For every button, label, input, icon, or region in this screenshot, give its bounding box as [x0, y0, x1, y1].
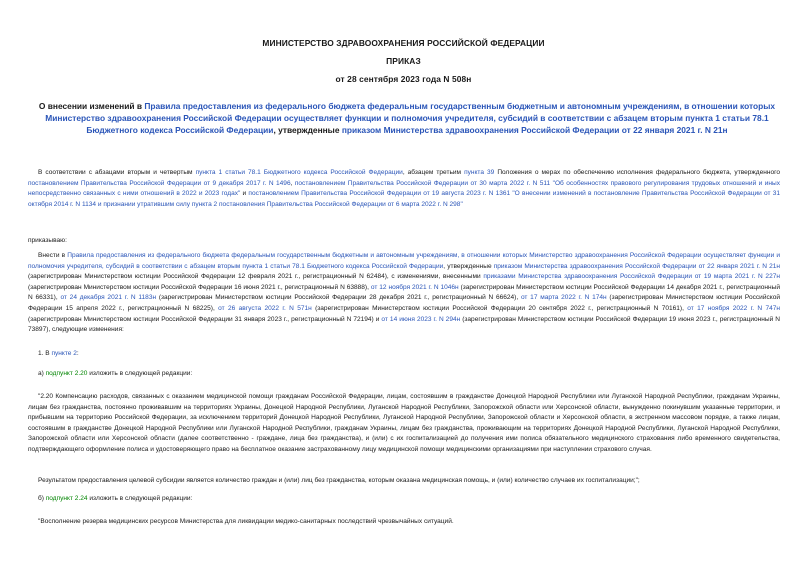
text: изложить в следующей редакции: [87, 495, 193, 502]
order-1183n-link[interactable]: от 24 декабря 2021 г. N 1183н [60, 294, 157, 302]
text: (зарегистрирован Министерством юстиции Российской Федерации 15 апреля 2022 г., регистрационный N 68225), [28, 294, 780, 312]
text: изложить в следующей редакции: [87, 370, 193, 377]
text: и [240, 190, 249, 198]
ministry-heading: МИНИСТЕРСТВО ЗДРАВООХРАНЕНИЯ РОССИЙСКОЙ ФЕДЕРАЦИИ [262, 38, 545, 48]
text: (зарегистрирован Министерством юстиции Российской Федерации 12 февраля 2021 г., регистрационный N 62484), с изменениями, внесенными [28, 273, 484, 281]
preamble-paragraph [28, 168, 780, 210]
text: б) [38, 495, 46, 502]
title-text: О внесении изменений в [38, 101, 145, 111]
order-227n-link[interactable]: приказами Министерства здравоохранения Российской Федерации от 19 марта 2021 г. N 227н [483, 273, 780, 281]
resolution-1496-link[interactable]: постановлением Правительства Российской Федерации от 9 декабря 2017 г. N 1496 [28, 179, 291, 187]
resolution-1361-link[interactable]: постановлением Правительства Российской Федерации от 19 августа 2023 г. N 1361 "О внесении изменений в постановление Правительства Российской Федерации от 31 октября 2014 г. N 1134 и признании утратившим силу пункта 2 постановления Правительства Российской Федерации от 6 марта 2022 г. N 298" [28, 190, 780, 208]
amendment-paragraph [28, 251, 780, 336]
document-title [28, 100, 786, 136]
text: Внести в [38, 252, 68, 259]
text: , абзацем третьим [402, 169, 465, 176]
title-order-link[interactable]: приказом Министерства здравоохранения Российской Федерации от 22 января 2021 г. N 21н [341, 125, 728, 135]
subpoint-2-24-link[interactable]: подпункт 2.24 [45, 495, 88, 502]
item-b [28, 494, 780, 505]
order-571n-link[interactable]: от 26 августа 2022 г. N 571н [218, 304, 312, 312]
budget-code-link[interactable]: пункта 1 статьи 78.1 Бюджетного кодекса Российской Федерации [195, 169, 403, 176]
text: (зарегистрирован Министерством юстиции Российской Федерации 19 июня 2023 г., регистрационный N 73897), следующие изменения: [28, 315, 780, 334]
date-number-heading: от 28 сентября 2023 года N 508н [335, 74, 472, 84]
quote-subpoint-2-20: "2.20 Компенсацию расходов, связанных с оказанием медицинской помощи гражданам Российской Федерации, лицам, состоявшим в гражданстве Донецкой Народной Республики или Луганской Народной Республики, гражданам Украины, лицам без гражданства, постоянно проживавшим на территориях Украины, Донецкой Народной Республики, Луганской Народной Республики, Запорожской области или Херсонской области, вынужденно покинувшим указанные территории, и прибывшим на территорию Российской Федерации, за исключением территорий Донецкой Народной Республики, Луганской Народной Республики, Запорожской области и Херсонской области, в экстренном массовом порядке, а также лицам, состоявшим в гражданстве Донецкой Народной Республики или Луганской Народной Республики, гражданам Украины, лицам без гражданства, проживающим на территориях Донецкой Народной Республики, Луганской Народной Республики, Запорожской области или Херсонской области (далее соответственно - граждане, лица без гражданства), и (или) с их госпитализацией до получения ими полиса обязательного медицинского страхования либо временного свидетельства, подтверждающего оформление полиса и удостоверяющего право на бесплатное оказание застрахованному лицу медицинской помощи медицинскими организациями при наступлении страхового случая. [28, 393, 780, 453]
text: а) [38, 370, 46, 377]
text: (зарегистрирован Министерством юстиции Российской Федерации 16 июня 2021 г., регистрационный N 63888), [28, 283, 371, 291]
text: : [76, 350, 79, 357]
text: Положения о мерах по обеспечению исполнения федерального бюджета, утвержденного [494, 169, 780, 176]
order-1046n-link[interactable]: от 12 ноября 2021 г. N 1046н [370, 283, 459, 291]
resolution-511-link[interactable]: постановлением Правительства Российской Федерации от 30 марта 2022 г. N 511 "Об особенностях правового регулирования трудовых отношений и иных непосредственно связанных с ними отношений в 2022 и 2023 годах" [28, 179, 780, 198]
title-text-2: , утвержденные [273, 125, 342, 135]
text: , утвержденные [443, 262, 494, 270]
order-747n-link[interactable]: от 17 ноября 2022 г. N 747н [687, 304, 781, 312]
order-294n-link[interactable]: от 14 июня 2023 г. N 294н [381, 315, 461, 323]
order-21n-link[interactable]: приказом Министерства здравоохранения Российской Федерации от 22 января 2021 г. N 21н [493, 262, 780, 270]
order-word: приказываю: [28, 237, 67, 244]
result-line: Результатом предоставления целевой субсидии является количество граждан и (или) лиц без гражданства, которым оказана медицинская помощь, и (или) количество случаев их госпитализации;"; [38, 477, 640, 484]
order-174n-link[interactable]: от 17 марта 2022 г. N 174н [520, 294, 607, 302]
item-a [28, 369, 780, 380]
point-2-link[interactable]: пункте 2 [51, 350, 77, 357]
text: (зарегистрирован Министерством юстиции Российской Федерации 28 декабря 2021 г., регистрационный N 66624), [156, 294, 521, 302]
text: 1. В [38, 350, 52, 357]
subpoint-2-20-link[interactable]: подпункт 2.20 [45, 370, 88, 377]
doc-type-heading: ПРИКАЗ [386, 56, 421, 66]
rules-link[interactable]: Правила предоставления из федерального бюджета федеральным государственным бюджетным и автономным учреждениям, в отношении которых Министерство здравоохранения Российской Федерации осуществляет функции и полномочия учредителя, субсидий в соответствии с абзацем вторым пункта 1 статьи 78.1 Бюджетного кодекса Российской Федерации [28, 252, 780, 270]
text: (зарегистрирован Министерством юстиции Российской Федерации 14 декабря 2021 г., регистрационный N 66331), [28, 283, 780, 302]
text: , [290, 179, 295, 187]
text: В соответствии с абзацами вторым и четвертым [38, 169, 196, 176]
title-rules-link[interactable]: Правила предоставления из федерального бюджета федеральным государственным бюджетным и автономным учреждениям, в отношении которых Министерство здравоохранения Российской Федерации осуществляет функции и полномочия учредителя, субсидий в соответствии с абзацем вторым пункта 1 статьи 78.1 Бюджетного кодекса Российской Федерации [45, 101, 776, 135]
text: (зарегистрирован Министерством юстиции Российской Федерации 31 января 2023 г., регистрационный N 72194) и [28, 315, 382, 323]
point-39-link[interactable]: пункта 39 [464, 169, 495, 176]
item-1 [28, 349, 780, 360]
quote-subpoint-2-24: "Восполнение резерва медицинских ресурсов Министерства для ликвидации медико-санитарных последствий чрезвычайных ситуаций. [38, 518, 454, 525]
text: (зарегистрирован Министерством юстиции Российской Федерации 20 сентября 2022 г., регистрационный N 70161), [311, 304, 688, 312]
